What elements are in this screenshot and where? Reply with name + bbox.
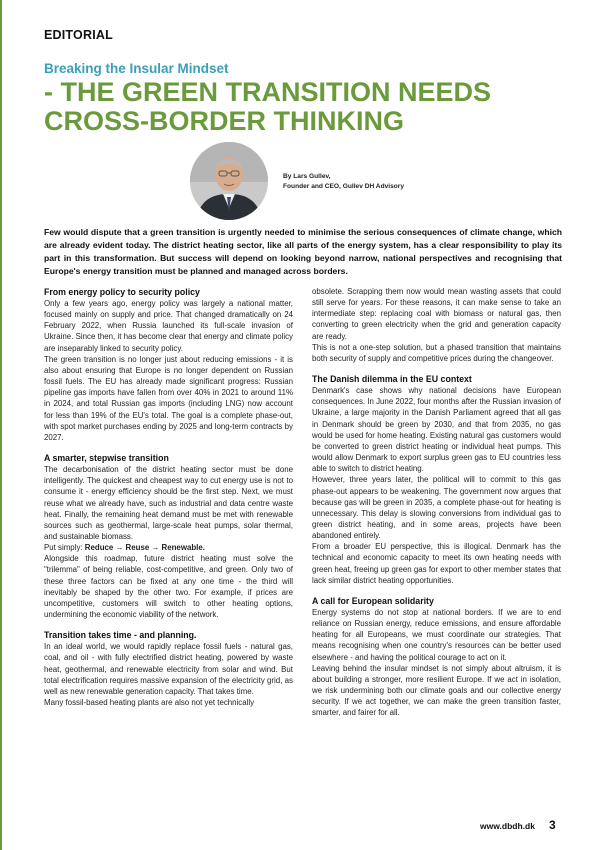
section-heading: The Danish dilemma in the EU context xyxy=(312,374,472,385)
paragraph: The decarbonisation of the district heating sector must be done intelligently. The quickest and cheapest way to cut energy use is not to consume it - energy efficiency should be the first step. Next, we must reuse what we already have, such as industrial and data centre waste heat. Finally, the remaining heat demand must be met with renewable sources such as geothermal, large-scale heat pumps, solar thermal, and sustainable biomass. xyxy=(44,465,293,541)
author-name: By Lars Gullev, xyxy=(283,173,331,180)
roadmap-formula: Reduce → Reuse → Renewable. xyxy=(84,543,205,553)
author-photo xyxy=(190,142,268,220)
paragraph: In an ideal world, we would rapidly replace fossil fuels - natural gas, coal, and oil - with fully electrified district heating, powered by waste heat, geothermal, and renewable electricity from solar and wind. But total electrification requires massive expansion of the electricity grid, as well as new renewable generation capacity. That takes time. xyxy=(44,642,293,696)
headline-line-2: CROSS-BORDER THINKING xyxy=(44,106,405,136)
paragraph: From a broader EU perspective, this is illogical. Denmark has the technical and economic capacity to meet its own heating needs with green heat, freeing up green gas for export to other member states that lack similar district heating opportunities. xyxy=(312,542,561,585)
author-role: Founder and CEO, Gullev DH Advisory xyxy=(283,183,405,190)
paragraph: This is not a one-step solution, but a phased transition that maintains both security of supply and competitive prices during the changeover. xyxy=(312,342,561,363)
section-label: EDITORIAL xyxy=(44,28,113,42)
kicker: Breaking the Insular Mindset xyxy=(44,61,229,76)
headline-line-1: - THE GREEN TRANSITION NEEDS xyxy=(44,77,492,107)
paragraph: However, three years later, the political will to commit to this gas phase-out appears to be weakening. The government now argues that because gas will be green in 2035, a complete phase-out for heating is unnecessary. This delay is slowing conversions from individual gas to green district heating, and in some areas, projects have been abandoned entirely. xyxy=(312,475,561,541)
paragraph: Leaving behind the insular mindset is not simply about altruism, it is about building a stronger, more resilient Europe. If we act in isolation, we risk undermining both our climate goals and our collective energy security. If we act together, we can make the green transition faster, smarter, and fairer for all. xyxy=(312,663,561,718)
section-heading: A call for European solidarity xyxy=(312,595,434,606)
paragraph xyxy=(44,542,293,553)
put-simply-prefix: Put simply: xyxy=(44,543,85,553)
page-number: 3 xyxy=(549,818,556,832)
paragraph: Energy systems do not stop at national borders. If we are to end reliance on Russian energy, reduce emissions, and ensure affordable heating for all Europeans, we must coordinate our strategies. That means recognising when one country's resources can be better used elsewhere - and having the political courage to act on it. xyxy=(312,607,561,662)
page-edge-bar xyxy=(0,0,2,850)
paragraph: The green transition is no longer just about reducing emissions - it is also about ensuring that Europe is no longer dependent on Russian fossil fuels. The EU has already made significant progress: Russian pipeline gas imports have fallen from over 40% in 2021 to around 11% in 2024, and total Russian gas imports (including LNG) now account for less than 19% of the EU's total. The goal is a complete phase-out, with spot market purchases ending by 2025 and long-term contracts by 2027. xyxy=(44,354,293,442)
paragraph: obsolete. Scrapping them now would mean wasting assets that could still serve for years. For these reasons, it can make sense to take an intermediate step: replacing coal with biomass or natural gas, then converting to green electricity when the grid and generation capacity are ready. xyxy=(312,287,561,341)
paragraph: Only a few years ago, energy policy was largely a national matter, focused mainly on supply and price. That changed dramatically on 24 February 2022, when Russia launched its full-scale invasion of Ukraine. Since then, it has become clear that energy and climate policy are inseparably linked to security policy. xyxy=(44,299,293,353)
author-portrait-image xyxy=(190,142,268,220)
paragraph: Denmark's case shows why national decisions have European consequences. In June 2022, four months after the Russian invasion of Ukraine, a large majority in the Danish Parliament agreed that all gas in Denmark should be green by 2030, and that from 2035, no gas would be used for home heating. Existing natural gas customers would be converted to green district heating or individual heat pumps. This would allow Denmark to export surplus green gas to EU countries less able to switch to district heating. xyxy=(312,386,561,474)
footer-url-link[interactable]: www.dbdh.dk xyxy=(480,821,535,831)
paragraph: Alongside this roadmap, future district heating must solve the "trilemma" of being reliable, cost-competitive, and green. Only two of these three factors can be fixed at any one time - the third will inevitably be shaped by the other two. For example, if prices are uncompetitive, customers will switch to other heating options, undermining the economic viability of the network. xyxy=(44,554,293,620)
section-heading: A smarter, stepwise transition xyxy=(44,453,169,464)
headline xyxy=(44,78,564,136)
section-heading: From energy policy to security policy xyxy=(44,287,200,297)
author-byline xyxy=(283,172,404,192)
lead-paragraph: Few would dispute that a green transition is urgently needed to minimise the serious consequences of climate change, which are already evident today. The district heating sector, like all parts of the energy system, has a clear responsibility to play its part in this transformation. But success will depend on looking beyond narrow, national perspectives and recognising that Europe's energy transition must be planned and managed across borders. xyxy=(44,227,562,276)
section-heading: Transition takes time - and planning. xyxy=(44,630,197,641)
right-column xyxy=(312,286,561,718)
paragraph: Many fossil-based heating plants are also not yet technically xyxy=(44,698,255,707)
left-column xyxy=(44,286,293,708)
